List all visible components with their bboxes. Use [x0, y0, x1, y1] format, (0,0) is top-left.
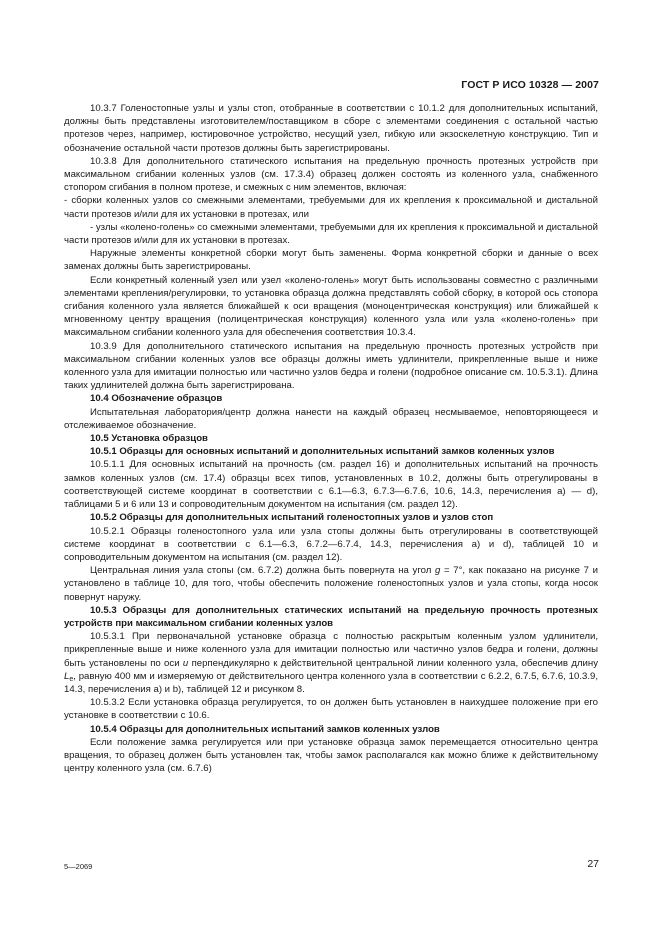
paragraph-10-3-7: 10.3.7 Голеностопные узлы и узлы стоп, отобранные в соответствии с 10.1.2 для дополнительных испытаний, должны быть представлены изготовителем/поставщиком в сборе с элементами соединения с остальной частью протезов через, например, юстировочное устройство, несущий узел, гибкую или экзоскелетную конструкцию. Тип и обозначение остальной части протезов должны быть зарегистрированы. — [64, 103, 598, 154]
paragraph-lock-position: Если положение замка регулируется или при установке образца замок перемещается относительно центра вращения, то образец должен быть установлен так, чтобы замок располагался как можно ближе к действительному центру коленного узла (см. 6.7.6) — [64, 736, 598, 775]
paragraph-10-3-8: 10.3.8 Для дополнительного статического испытания на предельную прочность протезных устройств при максимальном сгибании коленных узлов (см. 17.3.4) образец должен состоять из коленного узла, снабженного стопором сгибания в полном протезе, и смежных с ним элементов, включая: — [64, 155, 598, 194]
paragraph-10-5-3-1 — [64, 630, 598, 696]
extenders-text-b: перпендикулярно к действительной центральной линии коленного узла, обеспечив длину — [188, 657, 598, 669]
standard-header: ГОСТ Р ИСО 10328 — 2007 — [461, 79, 599, 91]
document-body — [64, 102, 598, 775]
paragraph-10-5-3-2: 10.5.3.2 Если установка образца регулируется, то он должен быть установлен в наихудшее положение при его установке в соответствии с 10.6. — [64, 697, 598, 722]
length-subscript: e — [69, 675, 74, 683]
u-axis-symbol: u — [182, 657, 189, 669]
foot-centerline-text-a: Центральная линия узла стопы (см. 6.7.2) должна быть повернута на угол — [90, 565, 435, 577]
paragraph-replacements: Наружные элементы конкретной сборки могут быть заменены. Форма конкретной сборки и данные о всех заменах должны быть зарегистрированы. — [64, 248, 598, 273]
paragraph-knee-configuration: Если конкретный коленный узел или узел «колено-голень» могут быть использованы совместно с различными элементами крепления/регулировки, то установка образца должна представлять собой сборку, в которой ось стопора сгибания коленного узла является ближайшей к оси вращения (моноцентрическая конструкция) или ближайшей к мгновенному центру вращения (полицентрическая конструкция) коленного узла или узла «колено-голень» при максимальном сгибании коленного узла для обеспечения соответствия 10.3.4. — [64, 274, 598, 339]
footer-print-code: 5—2069 — [64, 862, 93, 871]
gamma-symbol: g — [435, 565, 441, 577]
page-number: 27 — [587, 858, 599, 870]
paragraph-10-5-1-1: 10.5.1.1 Для основных испытаний на прочность (см. раздел 16) и дополнительных испытаний на прочность замков коленных узлов (см. 17.4) образцы всех типов, установленных в 10.2, должны быть отрегулированы в соответствующей системе координат в соответствии с 6.1—6.3, 6.7.3—6.7.6, 10.6, 14.3, перечисления а) — d), таблицами 5 и 6 или 13 и сопроводительным документом на испытания (см. раздел 12). — [64, 459, 598, 511]
heading-10-5: 10.5 Установка образцов — [90, 433, 208, 445]
paragraph-foot-centerline — [64, 564, 598, 604]
extenders-text-a: 10.5.3.1 При первоначальной установке образца с полностью раскрытым коленным узлом удлинители, прикрепленные выше и ниже коленного узла для имитации полностью или частично узлов бедра и голени, должны быть установлены по оси — [64, 631, 598, 669]
heading-10-5-1: 10.5.1 Образцы для основных испытаний и дополнительных испытаний замков коленных узлов — [90, 446, 555, 458]
paragraph-specimen-marking: Испытательная лаборатория/центр должна нанести на каждый образец несмываемое, неповторяющееся и отслеживаемое обозначение. — [64, 406, 598, 431]
paragraph-10-5-2-1: 10.5.2.1 Образцы голеностопного узла или узла стопы должны быть отрегулированы в соответствующей системе координат в соответствии с 6.1—6.3, 6.7.2—6.7.4, 14.3, перечисления а) и d), таблицей 10 и сопроводительным документом на испытания (см. раздел 12). — [64, 525, 598, 563]
paragraph-10-3-9: 10.3.9 Для дополнительного статического испытания на предельную прочность протезных устройств при максимальном сгибании коленных узлов все образцы должны иметь удлинители, прикрепленные выше и ниже коленного узла для имитации полностью или частично узлов бедра и голени (подробное описание см. 10.5.3.1). Длина таких удлинителей должна быть зарегистрирована. — [64, 340, 598, 392]
list-item-knee-shin-units: - узлы «колено-голень» со смежными элементами, требуемыми для их крепления к проксимальной и дистальной части протезов и/или для их установки в протезах. — [64, 221, 598, 247]
foot-centerline-text-b: = 7°, как показано на рисунке 7 и установлено в таблице 10, для того, чтобы обеспечить положение голеностопных узлов и узла стопы, когда носок повернут наружу. — [64, 565, 599, 603]
heading-10-5-4: 10.5.4 Образцы для дополнительных испытаний замков коленных узлов — [90, 723, 440, 735]
heading-10-4: 10.4 Обозначение образцов — [90, 393, 223, 405]
heading-10-5-3: 10.5.3 Образцы для дополнительных статических испытаний на предельную прочность протезных устройств при максимальном сгибании коленных узлов — [64, 604, 598, 629]
list-item-knee-assemblies: - сборки коленных узлов со смежными элементами, требуемыми для их крепления к проксимальной и дистальной части протезов и/или для их установки в протезах, или — [64, 195, 598, 220]
extenders-text-c: , равную 400 мм и измеряемую от действительного центра коленного узла в соответствии с 6.2.2, 6.7.5, 6.7.6, 10.3.9, 14.3, перечисления а) и b), таблицей 12 и рисунком 8. — [64, 670, 598, 695]
heading-10-5-2: 10.5.2 Образцы для дополнительных испытаний голеностопных узлов и узлов стоп — [90, 512, 494, 524]
length-symbol: L — [64, 670, 70, 682]
